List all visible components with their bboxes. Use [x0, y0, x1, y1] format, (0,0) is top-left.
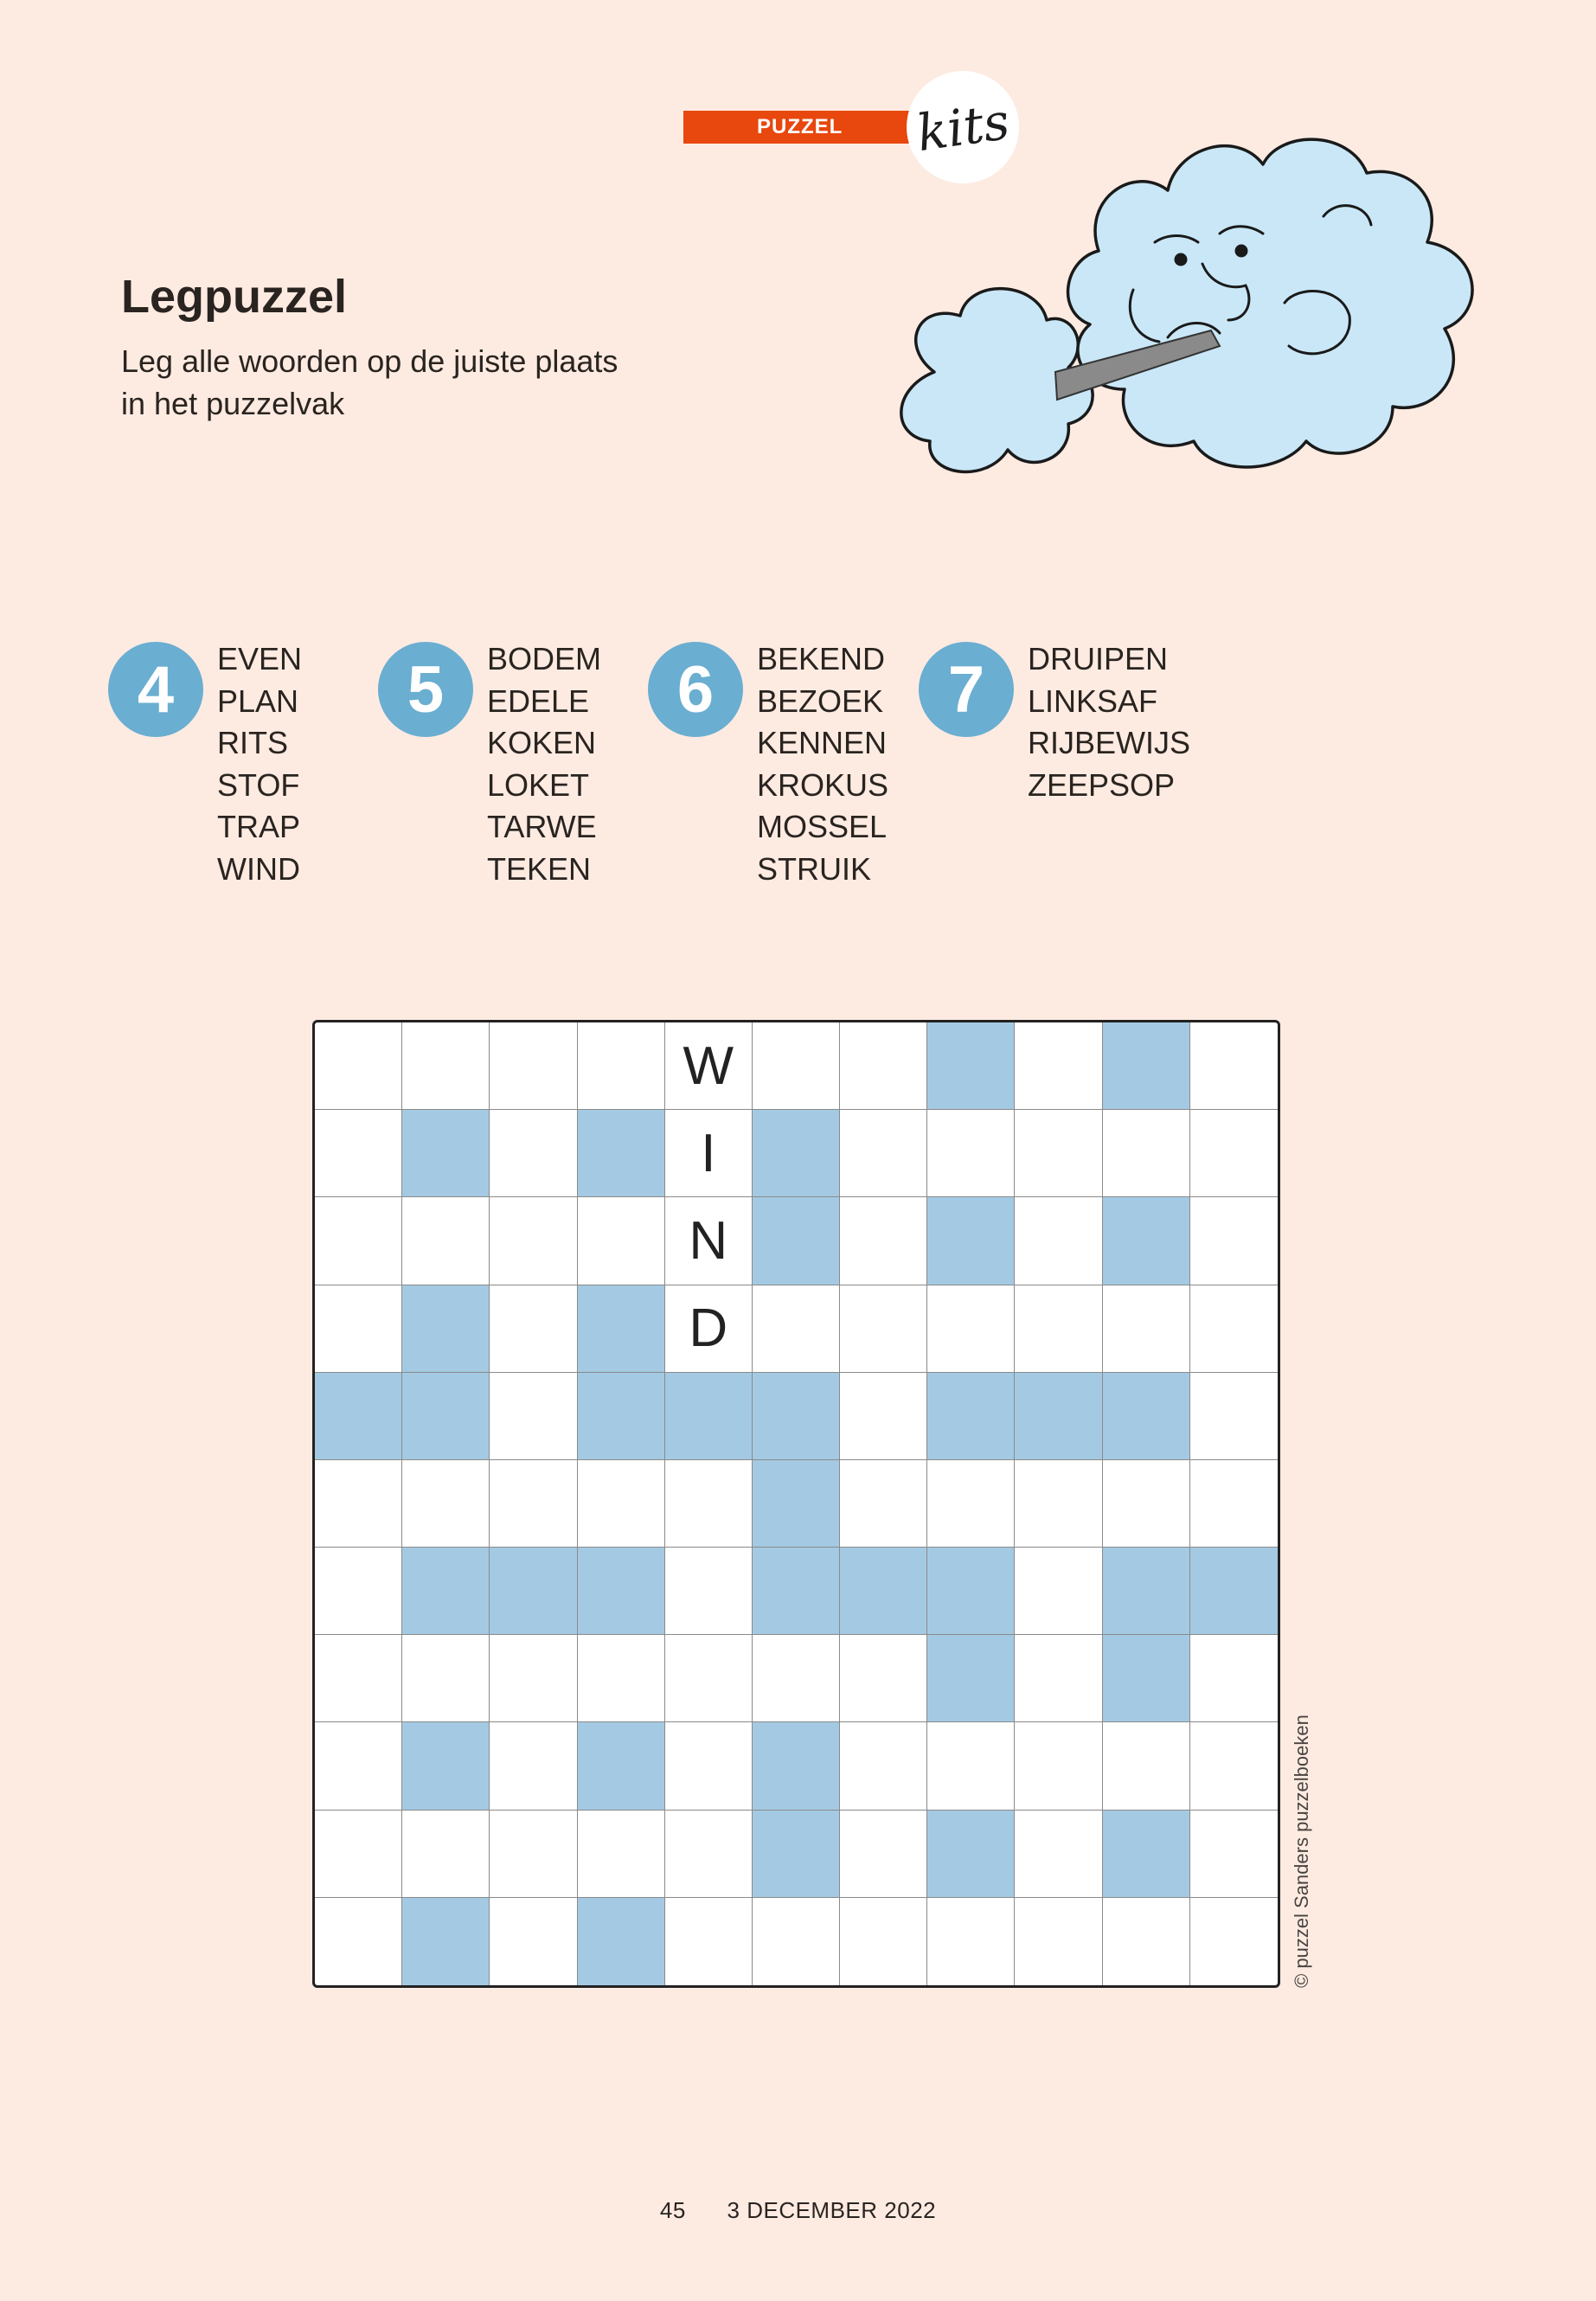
list-item: DRUIPEN	[1028, 641, 1169, 676]
grid-cell[interactable]	[490, 1285, 577, 1373]
grid-cell[interactable]	[1190, 1022, 1278, 1110]
grid-cell[interactable]	[490, 1022, 577, 1110]
grid-cell[interactable]	[840, 1197, 927, 1285]
grid-block-cell	[927, 1635, 1015, 1722]
grid-cell[interactable]	[1190, 1811, 1278, 1898]
grid-cell[interactable]: W	[665, 1022, 753, 1110]
grid-cell[interactable]	[1015, 1022, 1102, 1110]
grid-cell[interactable]: I	[665, 1110, 753, 1197]
grid-block-cell	[578, 1285, 665, 1373]
grid-block-cell	[1103, 1635, 1190, 1722]
word-list	[757, 638, 888, 890]
grid-cell[interactable]	[665, 1811, 753, 1898]
grid-cell[interactable]	[840, 1022, 927, 1110]
grid-block-cell	[578, 1898, 665, 1985]
list-item: EDELE	[487, 683, 590, 719]
grid-cell[interactable]	[840, 1635, 927, 1722]
grid-cell[interactable]	[1015, 1548, 1102, 1635]
grid-cell[interactable]	[490, 1811, 577, 1898]
list-item: RITS	[217, 725, 289, 760]
grid-cell[interactable]	[1015, 1460, 1102, 1548]
grid-cell[interactable]	[665, 1635, 753, 1722]
grid-block-cell	[578, 1722, 665, 1810]
grid-cell[interactable]	[402, 1811, 490, 1898]
grid-cell[interactable]	[927, 1898, 1015, 1985]
grid-cell[interactable]	[1103, 1722, 1190, 1810]
grid-cell[interactable]	[840, 1811, 927, 1898]
grid-block-cell	[1103, 1022, 1190, 1110]
list-item: KENNEN	[757, 725, 888, 760]
grid-cell[interactable]	[840, 1722, 927, 1810]
list-item: RIJBEWIJS	[1028, 725, 1191, 760]
grid-cell[interactable]	[402, 1197, 490, 1285]
grid-cell[interactable]	[315, 1285, 402, 1373]
grid-block-cell	[753, 1811, 840, 1898]
list-item: TEKEN	[487, 850, 592, 887]
grid-block-cell	[1103, 1548, 1190, 1635]
grid-cell[interactable]	[927, 1722, 1015, 1810]
list-item: BODEM	[487, 641, 602, 676]
list-item: KOKEN	[487, 725, 597, 760]
grid-block-cell	[402, 1373, 490, 1460]
grid-cell[interactable]	[1015, 1722, 1102, 1810]
grid-cell[interactable]	[490, 1898, 577, 1985]
page-footer	[0, 2197, 1596, 2224]
list-item: BEZOEK	[757, 683, 884, 719]
grid-cell[interactable]	[665, 1898, 753, 1985]
grid-cell[interactable]	[753, 1022, 840, 1110]
grid-block-cell	[402, 1110, 490, 1197]
grid-block-cell	[315, 1373, 402, 1460]
grid-cell[interactable]	[665, 1460, 753, 1548]
grid-block-cell	[1015, 1373, 1102, 1460]
grid-block-cell	[1103, 1197, 1190, 1285]
grid-block-cell	[402, 1285, 490, 1373]
grid-cell[interactable]	[1015, 1635, 1102, 1722]
grid-cell[interactable]	[927, 1110, 1015, 1197]
grid-cell[interactable]	[1015, 1811, 1102, 1898]
grid-cell[interactable]	[490, 1460, 577, 1548]
grid-cell[interactable]	[1015, 1285, 1102, 1373]
grid-block-cell	[1190, 1548, 1278, 1635]
list-item: TARWE	[487, 809, 597, 844]
grid-cell[interactable]	[753, 1635, 840, 1722]
grid-block-cell	[578, 1548, 665, 1635]
grid-cell[interactable]: D	[665, 1285, 753, 1373]
grid-block-cell	[402, 1548, 490, 1635]
grid-block-cell	[402, 1898, 490, 1985]
grid-block-cell	[753, 1722, 840, 1810]
grid-cell[interactable]	[1190, 1898, 1278, 1985]
list-item: PLAN	[217, 683, 299, 719]
grid-cell[interactable]	[578, 1022, 665, 1110]
grid-block-cell	[927, 1811, 1015, 1898]
grid-cell[interactable]	[1190, 1722, 1278, 1810]
grid-cell[interactable]	[402, 1460, 490, 1548]
grid-cell[interactable]	[840, 1110, 927, 1197]
grid-cell[interactable]	[315, 1548, 402, 1635]
grid-cell[interactable]	[665, 1548, 753, 1635]
instructions-line-2: in het puzzelvak	[121, 386, 345, 421]
logo-text: kits	[913, 91, 1013, 163]
grid-block-cell	[927, 1373, 1015, 1460]
list-item: WIND	[217, 850, 300, 887]
grid-cell[interactable]	[315, 1811, 402, 1898]
grid-block-cell	[753, 1197, 840, 1285]
grid-cell[interactable]	[1190, 1373, 1278, 1460]
puzzle-grid	[312, 1020, 1280, 1988]
grid-cell[interactable]	[315, 1635, 402, 1722]
grid-cell[interactable]	[1103, 1110, 1190, 1197]
grid-block-cell	[927, 1197, 1015, 1285]
list-item: TRAP	[217, 809, 301, 844]
instructions-line-1: Leg alle woorden op de juiste plaats	[121, 343, 619, 379]
grid-cell[interactable]	[840, 1898, 927, 1985]
grid-cell[interactable]	[490, 1197, 577, 1285]
grid-cell[interactable]	[402, 1635, 490, 1722]
section-label: PUZZEL	[683, 111, 917, 144]
grid-cell[interactable]	[1190, 1285, 1278, 1373]
grid-cell[interactable]	[315, 1722, 402, 1810]
grid-cell[interactable]	[490, 1635, 577, 1722]
grid-cell[interactable]	[1190, 1197, 1278, 1285]
grid-cell[interactable]	[927, 1285, 1015, 1373]
grid-cell[interactable]	[490, 1722, 577, 1810]
list-item: STOF	[217, 766, 300, 803]
grid-cell[interactable]	[315, 1197, 402, 1285]
grid-cell[interactable]	[753, 1898, 840, 1985]
grid-block-cell	[927, 1022, 1015, 1110]
grid-cell[interactable]	[315, 1898, 402, 1985]
grid-cell[interactable]	[927, 1460, 1015, 1548]
grid-cell[interactable]	[840, 1373, 927, 1460]
word-list	[487, 638, 601, 890]
issue-date: 3 DECEMBER 2022	[727, 2197, 937, 2223]
list-item: STRUIK	[757, 850, 872, 887]
grid-cell[interactable]	[840, 1285, 927, 1373]
grid-block-cell	[840, 1548, 927, 1635]
list-item: LOKET	[487, 766, 590, 803]
grid-cell[interactable]	[1103, 1285, 1190, 1373]
grid-block-cell	[753, 1373, 840, 1460]
grid-block-cell	[753, 1460, 840, 1548]
blowing-cloud-icon	[839, 112, 1514, 545]
grid-cell[interactable]	[665, 1722, 753, 1810]
grid-cell[interactable]	[1103, 1460, 1190, 1548]
instructions	[121, 340, 744, 425]
grid-cell[interactable]	[1103, 1898, 1190, 1985]
grid-block-cell	[927, 1548, 1015, 1635]
word-length-badge: 4	[108, 642, 203, 737]
word-list	[217, 638, 302, 890]
list-item: LINKSAF	[1028, 683, 1158, 719]
grid-block-cell	[578, 1373, 665, 1460]
grid-block-cell	[578, 1110, 665, 1197]
grid-cell[interactable]	[315, 1022, 402, 1110]
grid-cell[interactable]	[578, 1197, 665, 1285]
grid-cell[interactable]	[578, 1635, 665, 1722]
page-number: 45	[659, 2197, 686, 2223]
grid-cell[interactable]	[490, 1110, 577, 1197]
grid-block-cell	[402, 1722, 490, 1810]
grid-cell[interactable]	[402, 1022, 490, 1110]
grid-block-cell	[1103, 1373, 1190, 1460]
list-item: ZEEPSOP	[1028, 766, 1176, 803]
word-length-badge: 5	[378, 642, 473, 737]
grid-cell[interactable]	[1015, 1197, 1102, 1285]
grid-block-cell	[753, 1548, 840, 1635]
list-item: KROKUS	[757, 766, 889, 803]
grid-cell[interactable]	[840, 1460, 927, 1548]
list-item: EVEN	[217, 641, 303, 676]
grid-cell[interactable]	[315, 1110, 402, 1197]
grid-cell[interactable]: N	[665, 1197, 753, 1285]
list-item: BEKEND	[757, 641, 886, 676]
grid-cell[interactable]	[490, 1373, 577, 1460]
grid-cell[interactable]	[578, 1460, 665, 1548]
grid-cell[interactable]	[753, 1285, 840, 1373]
word-list	[1028, 638, 1190, 806]
word-length-badge: 7	[919, 642, 1014, 737]
copyright-note: © puzzel Sanders puzzelboeken	[1291, 1715, 1312, 1988]
grid-cell[interactable]	[1190, 1110, 1278, 1197]
grid-block-cell	[1103, 1811, 1190, 1898]
grid-cell[interactable]	[315, 1460, 402, 1548]
grid-cell[interactable]	[1015, 1110, 1102, 1197]
grid-block-cell	[753, 1110, 840, 1197]
grid-cell[interactable]	[1190, 1460, 1278, 1548]
grid-cell[interactable]	[578, 1811, 665, 1898]
page-title: Legpuzzel	[121, 271, 348, 323]
grid-block-cell	[665, 1373, 753, 1460]
grid-block-cell	[490, 1548, 577, 1635]
grid-cell[interactable]	[1015, 1898, 1102, 1985]
grid-cell[interactable]	[1190, 1635, 1278, 1722]
list-item: MOSSEL	[757, 809, 888, 844]
word-length-badge: 6	[648, 642, 743, 737]
